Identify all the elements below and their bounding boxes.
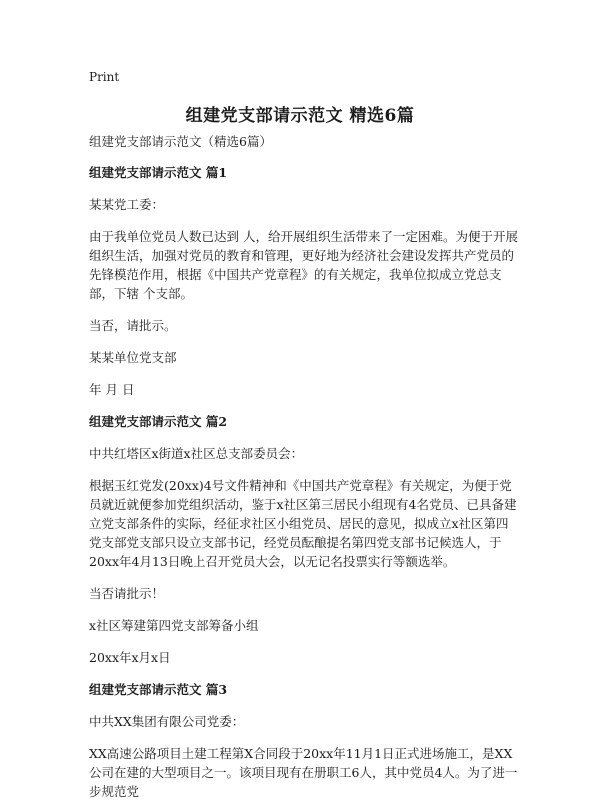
document-subtitle: 组建党支部请示范文（精选6篇） <box>89 134 272 149</box>
signature: 某某单位党支部 <box>89 350 177 365</box>
salutation: 中共红塔区x街道x社区总支部委员会： <box>89 446 304 461</box>
body-paragraph: 根据玉红党发(20xx)4号文件精神和《中国共产党章程》有关规定，为便于党员就近就便参加党组织活动，鉴于x社区第三居民小组现有4名党员、已具备建立党支部条件的实际，经征求社区小组党员、居民的意见，拟成立x社区第四党支部党支部只设立支部书记，经党员酝酿提名第四党支部书记候选人，于20xx年4月13日晚上召开党员大会，以无记名投票实行等额选举。 <box>89 478 517 569</box>
document-title: 组建党支部请示范文 精选6篇 <box>185 106 415 126</box>
salutation: 中共XX集团有限公司党委： <box>89 714 245 729</box>
document-body <box>89 132 519 801</box>
closing-request: 当否请批示！ <box>89 586 165 601</box>
closing-request: 当否，请批示。 <box>89 318 177 333</box>
section-heading: 组建党支部请示范文 篇2 <box>89 414 228 429</box>
body-paragraph: XX高速公路项目土建工程第X合同段于20xx年11月1日正式进场施工，是XX公司在建的大型项目之一。该项目现有在册职工6人，其中党员4人。为了进一步规范党 <box>89 746 518 799</box>
date-line: 20xx年x月x日 <box>89 650 171 665</box>
date-line: 年 月 日 <box>89 382 135 397</box>
section-heading: 组建党支部请示范文 篇1 <box>89 165 228 180</box>
body-paragraph: 由于我单位党员人数已达到 人，给开展组织生活带来了一定困难。为便于开展组织生活，加强对党员的教育和管理，更好地为经济社会建设发挥共产党员的先锋模范作用，根据《中国共产党章程》的有关规定，我单位拟成立党总支部，下辖 个支部。 <box>89 229 518 301</box>
signature: x社区筹建第四党支部筹备小组 <box>89 618 259 633</box>
section-heading: 组建党支部请示范文 篇3 <box>89 682 228 697</box>
salutation: 某某党工委： <box>89 197 165 212</box>
print-label: Print <box>89 70 120 84</box>
